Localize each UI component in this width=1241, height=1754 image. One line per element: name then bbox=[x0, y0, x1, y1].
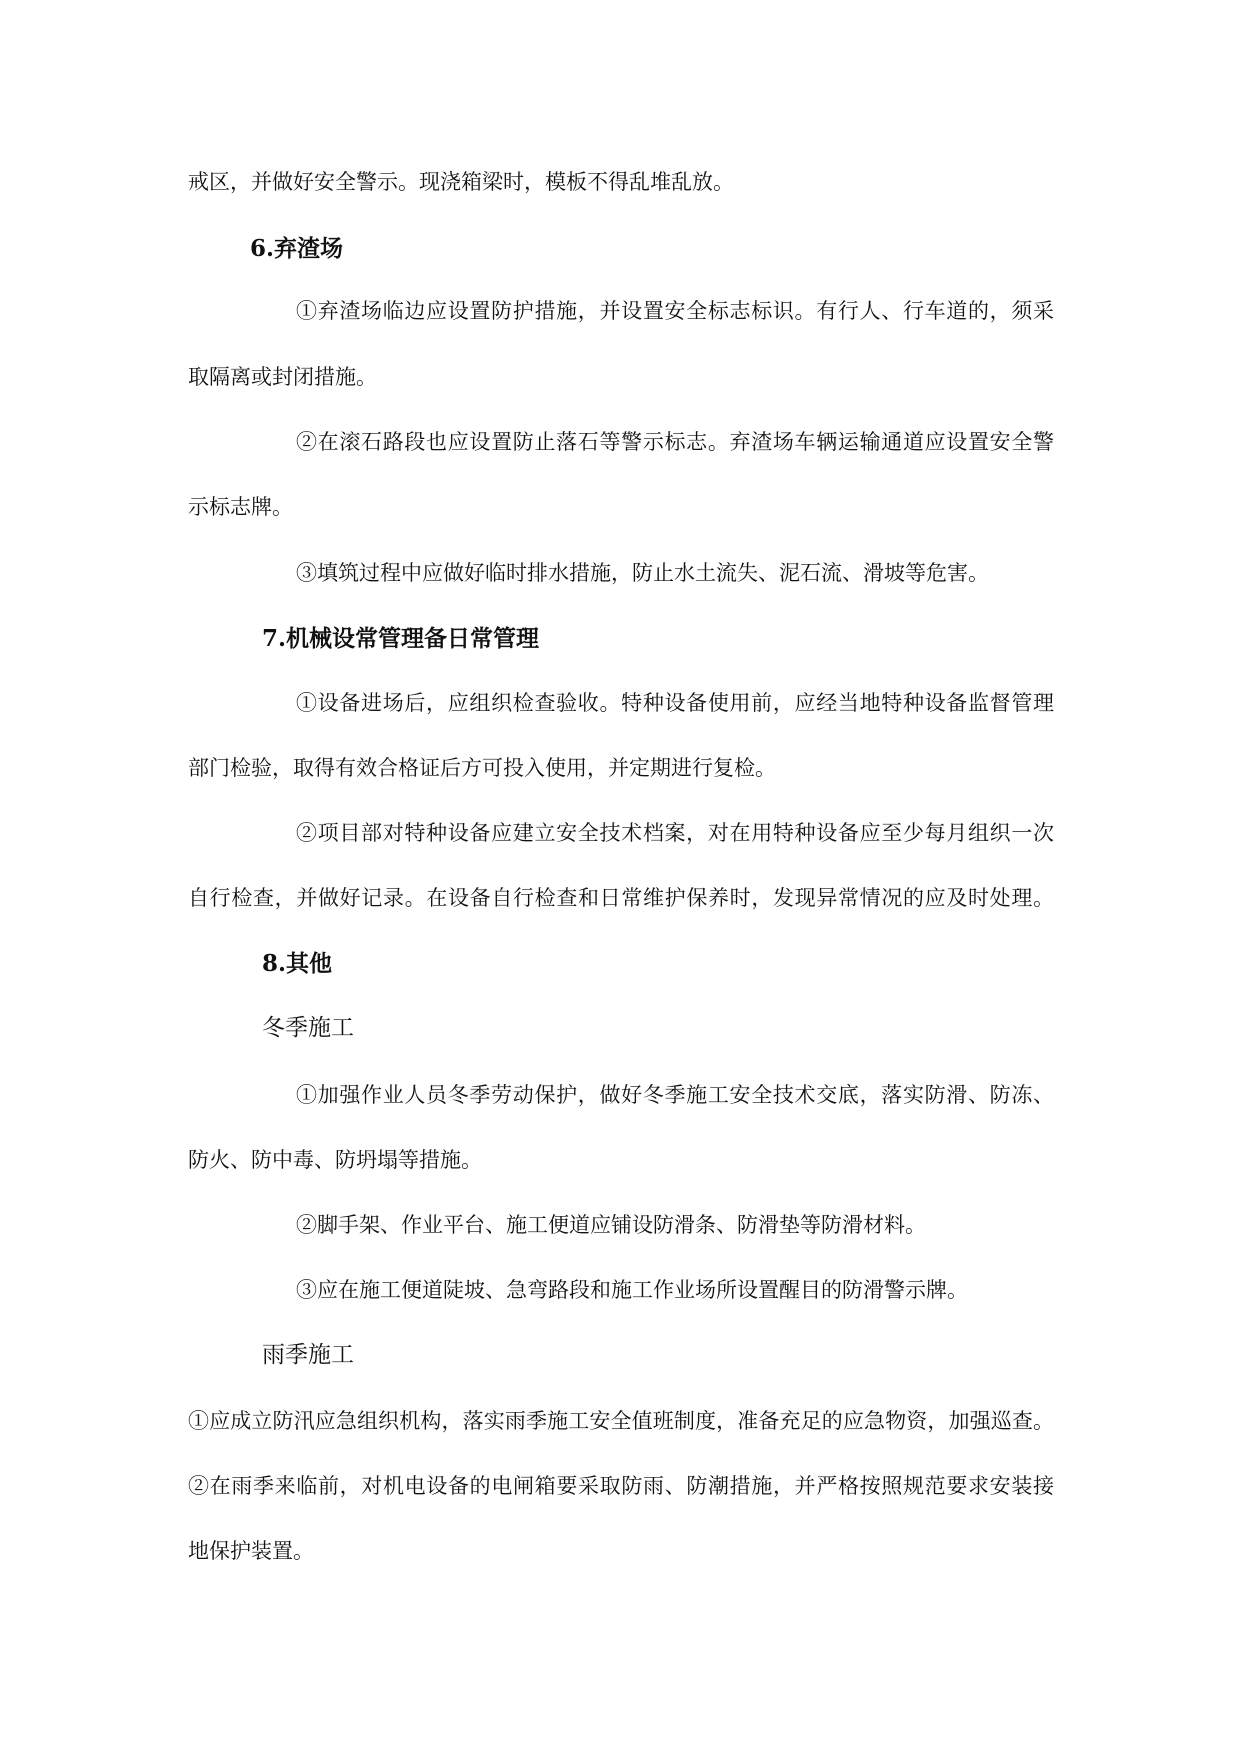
body-text-line: 防火、防中毒、防坍塌等措施。 bbox=[188, 1148, 482, 1172]
body-text-line: ②脚手架、作业平台、施工便道应铺设防滑条、防滑垫等防滑材料。 bbox=[296, 1213, 926, 1237]
body-text-line: 戒区，并做好安全警示。现浇箱梁时，模板不得乱堆乱放。 bbox=[188, 170, 734, 194]
body-text-line: ②在雨季来临前，对机电设备的电闸箱要采取防雨、防潮措施，并严格按照规范要求安装接 bbox=[188, 1474, 1054, 1498]
body-text-line: 地保护装置。 bbox=[188, 1539, 314, 1563]
body-text-line: ①设备进场后，应组织检查验收。特种设备使用前，应经当地特种设备监督管理 bbox=[296, 691, 1054, 715]
body-text-line: ③应在施工便道陡坡、急弯路段和施工作业场所设置醒目的防滑警示牌。 bbox=[296, 1278, 968, 1302]
body-text-line: ②项目部对特种设备应建立安全技术档案，对在用特种设备应至少每月组织一次 bbox=[296, 821, 1054, 845]
body-text-line: ①弃渣场临边应设置防护措施，并设置安全标志标识。有行人、行车道的，须采 bbox=[296, 299, 1054, 323]
subsection-heading-winter: 冬季施工 bbox=[262, 1015, 354, 1041]
body-text-line: 自行检查，并做好记录。在设备自行检查和日常维护保养时，发现异常情况的应及时处理。 bbox=[188, 886, 1054, 910]
body-text-line: ①加强作业人员冬季劳动保护，做好冬季施工安全技术交底，落实防滑、防冻、 bbox=[296, 1083, 1054, 1107]
body-text-line: 取隔离或封闭措施。 bbox=[188, 365, 377, 389]
section-heading-6: 6.弃渣场 bbox=[250, 235, 344, 262]
section-heading-7: 7.机械设常管理备日常管理 bbox=[262, 625, 540, 652]
body-text-line: ③填筑过程中应做好临时排水措施，防止水土流失、泥石流、滑坡等危害。 bbox=[296, 561, 989, 585]
subsection-heading-rainy: 雨季施工 bbox=[262, 1342, 354, 1368]
section-heading-8: 8.其他 bbox=[262, 950, 333, 977]
body-text-line: 部门检验，取得有效合格证后方可投入使用，并定期进行复检。 bbox=[188, 756, 776, 780]
body-text-line: ②在滚石路段也应设置防止落石等警示标志。弃渣场车辆运输通道应设置安全警 bbox=[296, 430, 1054, 454]
body-text-line: 示标志牌。 bbox=[188, 495, 293, 519]
body-text-line: ①应成立防汛应急组织机构，落实雨季施工安全值班制度，准备充足的应急物资，加强巡查。 bbox=[188, 1409, 1054, 1433]
